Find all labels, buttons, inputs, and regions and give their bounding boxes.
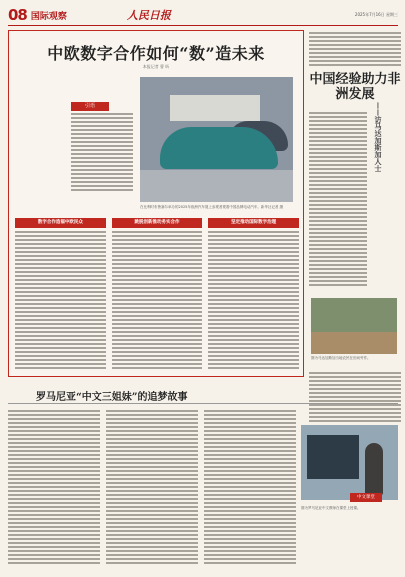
section-name: 国际观察	[30, 11, 67, 22]
lead-tag: 引语	[71, 102, 109, 111]
header-rule	[8, 25, 398, 26]
feature-photo-caption: 在比利时布鲁塞尔举办的2025年欧洲汽车展上参观者观看中国品牌电动汽车。新华社记者 摄	[140, 205, 284, 209]
column-subhead: 跳脱创新推动务实合作	[112, 218, 203, 228]
feature-article	[8, 30, 304, 377]
lower-column-2	[106, 408, 198, 568]
date-info: 2025年7月16日 星期三	[354, 12, 398, 17]
sidebar-headline: 中国经验助力非洲发展	[309, 72, 401, 102]
lower-column-1	[8, 408, 100, 568]
sidebar-photo	[311, 298, 397, 354]
lower-photo-caption: 图为罗马尼亚中文教师在课堂上授课。	[301, 506, 361, 510]
lower-rule	[8, 403, 398, 404]
feature-photo	[140, 77, 293, 202]
lower-photo-tag: 中文课堂	[350, 493, 382, 502]
column-1	[15, 218, 106, 374]
column-2	[112, 218, 203, 374]
feature-columns	[15, 218, 299, 374]
sidebar-subtitle: ——访马达加斯加人士	[374, 102, 383, 172]
page-number: 08	[8, 6, 27, 24]
lower-article	[8, 408, 296, 568]
lower-headline: 罗马尼亚“中文三姐妹”的追梦故事	[36, 392, 188, 403]
masthead	[8, 6, 398, 24]
sidebar-text	[309, 110, 367, 290]
lead-text	[71, 111, 133, 193]
feature-byline: 本报记者 曹 昕	[142, 64, 170, 69]
lower-photo	[301, 425, 398, 500]
newspaper-logo: 人民日报	[126, 9, 171, 22]
sidebar-text-top	[309, 30, 401, 68]
lower-column-3	[204, 408, 296, 568]
column-3	[208, 218, 299, 374]
sidebar-photo-caption: 图为马达加斯加当地农民在田间劳作。	[311, 356, 371, 360]
feature-headline: 中欧数字合作如何“数”造未来	[47, 44, 265, 63]
column-subhead: 数字合作造福中欧民众	[15, 218, 106, 228]
sidebar-article	[309, 30, 401, 425]
column-subhead: 坚定推动国际数字治理	[208, 218, 299, 228]
sidebar-text-bottom	[309, 370, 401, 424]
